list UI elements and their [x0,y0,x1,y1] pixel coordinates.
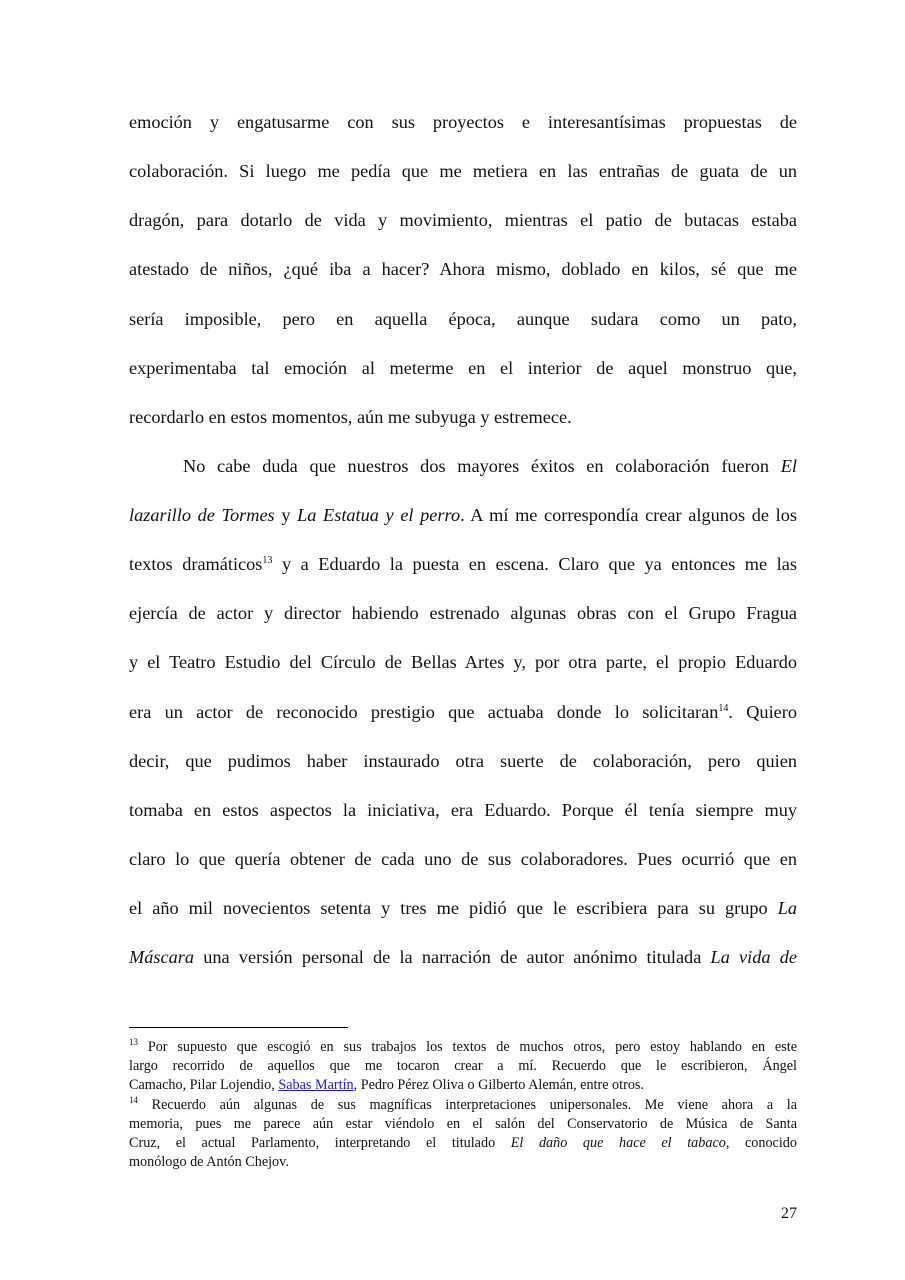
work-title: lazarillo de Tormes [129,505,275,525]
body-line: tomaba en estos aspectos la iniciativa, era Eduardo. Porque él tenía siempre muy [129,800,797,820]
body-line: experimentaba tal emoción al meterme en el interior de aquel monstruo que, [129,358,797,378]
footnote-number: 14 [129,1095,138,1105]
body-line [129,503,797,527]
body-line: y el Teatro Estudio del Círculo de Bellas Artes y, por otra parte, el propio Eduardo [129,652,797,672]
footnote-line: memoria, pues me parece aún estar viéndolo en el salón del Conservatorio de Música de Santa [129,1116,797,1132]
body-line [129,945,797,969]
work-title: La Estatua y el perro [297,505,461,525]
body-text: . Quiero [728,702,797,722]
body-text: No cabe duda que nuestros dos mayores éxitos en colaboración fueron [183,456,781,476]
body-line: decir, que pudimos haber instaurado otra suerte de colaboración, pero quien [129,751,797,771]
body-text: textos dramáticos [129,554,263,574]
body-line: claro lo que quería obtener de cada uno de sus colaboradores. Pues ocurrió que en [129,849,797,869]
footnote-text: , conocido [725,1135,797,1151]
body-line: emoción y engatusarme con sus proyectos e interesantísimas propuestas de [129,112,797,132]
body-text: . A mí me correspondía crear algunos de los [460,505,797,525]
body-line [129,896,797,920]
footnote-line [129,1134,797,1153]
body-line [183,454,797,478]
body-line: dragón, para dotarlo de vida y movimiento, mientras el patio de butacas estaba [129,210,797,230]
body-line: sería imposible, pero en aquella época, aunque sudara como un pato, [129,309,797,329]
body-text: y a Eduardo la puesta en escena. Claro que ya entonces me las [272,554,797,574]
footnote-number: 13 [129,1037,138,1047]
footnote-text: Recuerdo aún algunas de sus magníficas interpretaciones unipersonales. Me viene ahora a la [138,1097,797,1113]
body-line: atestado de niños, ¿qué iba a hacer? Ahora mismo, doblado en kilos, sé que me [129,259,797,279]
body-text: el año mil novecientos setenta y tres me pidió que le escribiera para su grupo [129,898,778,918]
body-text: era un actor de reconocido prestigio que actuaba donde lo solicitaran [129,702,719,722]
body-line: ejercía de actor y director habiendo estrenado algunas obras con el Grupo Fragua [129,603,797,623]
work-title: Máscara [129,947,194,967]
footnote-14 [129,1096,797,1115]
page-number: 27 [781,1205,797,1222]
footnote-text: Por supuesto que escogió en sus trabajos los textos de muchos otros, pero estoy hablando en este [138,1039,797,1055]
footnote-ref-13[interactable]: 13 [262,555,273,566]
body-text: y [274,505,298,525]
body-text: una versión personal de la narración de autor anónimo titulada [194,947,711,967]
footnote-ref-14[interactable]: 14 [718,703,729,714]
footnote-line: largo recorrido de aquellos que me tocaron crear a mí. Recuerdo que le escribieron, Ángel [129,1058,797,1074]
footnote-text: Camacho, Pilar Lojendio, [129,1077,279,1093]
work-title: La vida de [710,947,797,967]
footnote-line: monólogo de Antón Chejov. [129,1154,289,1170]
footnote-text: Cruz, el actual Parlamento, interpretando el titulado [129,1135,511,1151]
footnote-text: , Pedro Pérez Oliva o Gilberto Alemán, entre otros. [353,1077,644,1093]
body-line: colaboración. Si luego me pedía que me metiera en las entrañas de guata de un [129,161,797,181]
footnote-separator [129,1027,348,1028]
footnote-13 [129,1038,797,1057]
work-title: El [780,456,797,476]
work-title: El daño que hace el tabaco [510,1135,726,1151]
work-title: La [777,898,797,918]
body-line: recordarlo en estos momentos, aún me subyuga y estremece. [129,407,572,427]
body-line [129,700,797,724]
body-line [129,552,797,576]
footnote-line [129,1076,797,1095]
author-link-sabas-martin[interactable]: Sabas Martín [278,1077,354,1093]
